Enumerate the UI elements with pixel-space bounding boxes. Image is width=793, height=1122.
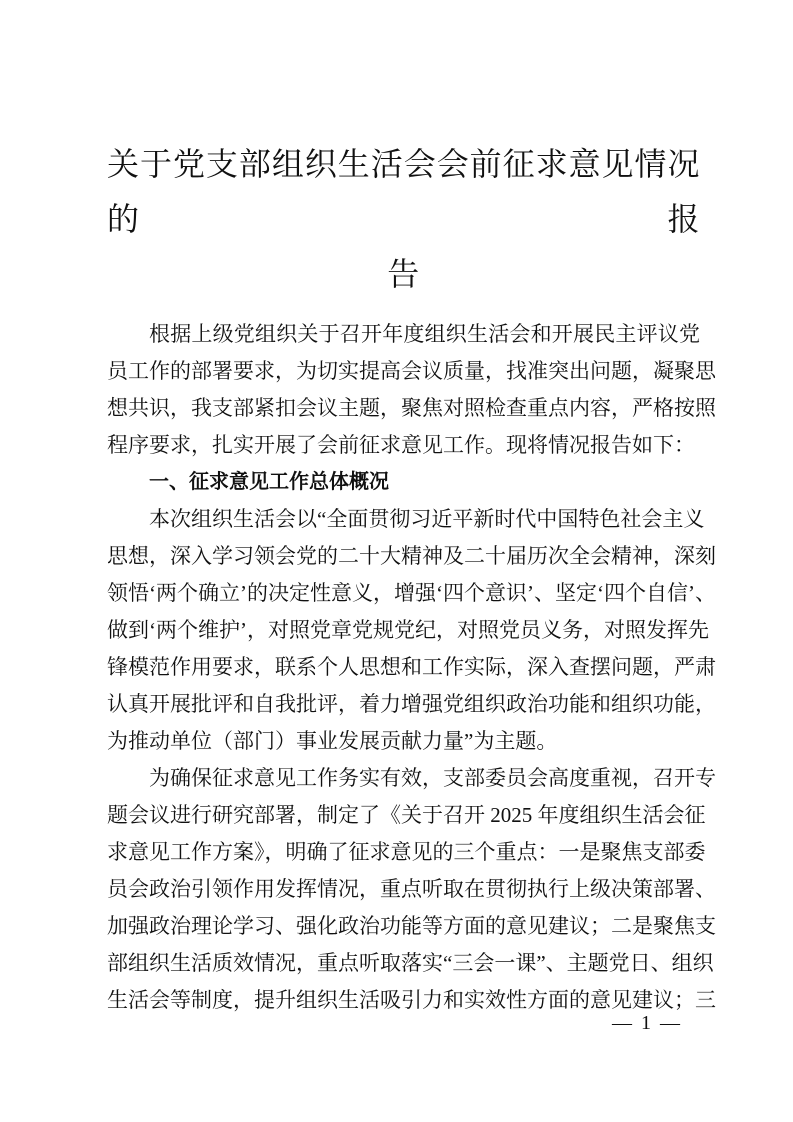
plan-paragraph — [107, 760, 716, 1019]
text-line: 题会议进行研究部署，制定了《关于召开 2025 年度组织生活会征 — [107, 803, 706, 827]
text-line: 为确保征求意见工作务实有效，支部委员会高度重视，召开专 — [149, 766, 716, 790]
text-line: 锋模范作用要求，联系个人思想和工作实际，深入查摆问题，严肃 — [107, 655, 716, 679]
text-line: 员工作的部署要求，为切实提高会议质量，找准突出问题，凝聚思 — [107, 359, 716, 383]
text-line: 思想，深入学习领会党的二十大精神及二十届历次全会精神，深刻 — [107, 544, 716, 568]
text-line: 加强政治理论学习、强化政治功能等方面的意见建议；二是聚焦支 — [107, 914, 716, 938]
title-line-1: 关于党支部组织生活会会前征求意见情况的报 — [107, 146, 700, 237]
text-line: 根据上级党组织关于召开年度组织生活会和开展民主评议党 — [149, 322, 700, 346]
document-body — [107, 316, 716, 1019]
text-line: 认真开展批评和自我批评，着力增强党组织政治功能和组织功能， — [107, 692, 716, 716]
document-page — [107, 137, 716, 1019]
theme-paragraph — [107, 501, 716, 760]
document-title — [107, 137, 700, 302]
text-line: 生活会等制度，提升组织生活吸引力和实效性方面的意见建议；三 — [107, 988, 716, 1012]
text-line: 做到‘两个维护’，对照党章党规党纪，对照党员义务，对照发挥先 — [107, 618, 709, 642]
intro-paragraph — [107, 316, 716, 464]
text-line: 程序要求，扎实开展了会前征求意见工作。现将情况报告如下： — [107, 433, 695, 457]
page-number: — 1 — — [612, 1012, 682, 1034]
text-line: 求意见工作方案》，明确了征求意见的三个重点：一是聚焦支部委 — [107, 840, 706, 864]
text-line: 为推动单位（部门）事业发展贡献力量”为主题。 — [107, 729, 558, 753]
text-line: 员会政治引领作用发挥情况，重点听取在贯彻执行上级决策部署、 — [107, 877, 716, 901]
text-line: 想共识，我支部紧扣会议主题，聚焦对照检查重点内容，严格按照 — [107, 396, 716, 420]
text-line: 领悟‘两个确立’的决定性意义，增强‘四个意识’、坚定‘四个自信’、 — [107, 581, 716, 605]
section-heading: 一、征求意见工作总体概况 — [149, 471, 389, 493]
title-line-2: 告 — [387, 256, 420, 292]
text-line: 本次组织生活会以“全面贯彻习近平新时代中国特色社会主义 — [149, 507, 705, 531]
text-line: 部组织生活质效情况，重点听取落实“三会一课”、主题党日、组织 — [107, 951, 714, 975]
